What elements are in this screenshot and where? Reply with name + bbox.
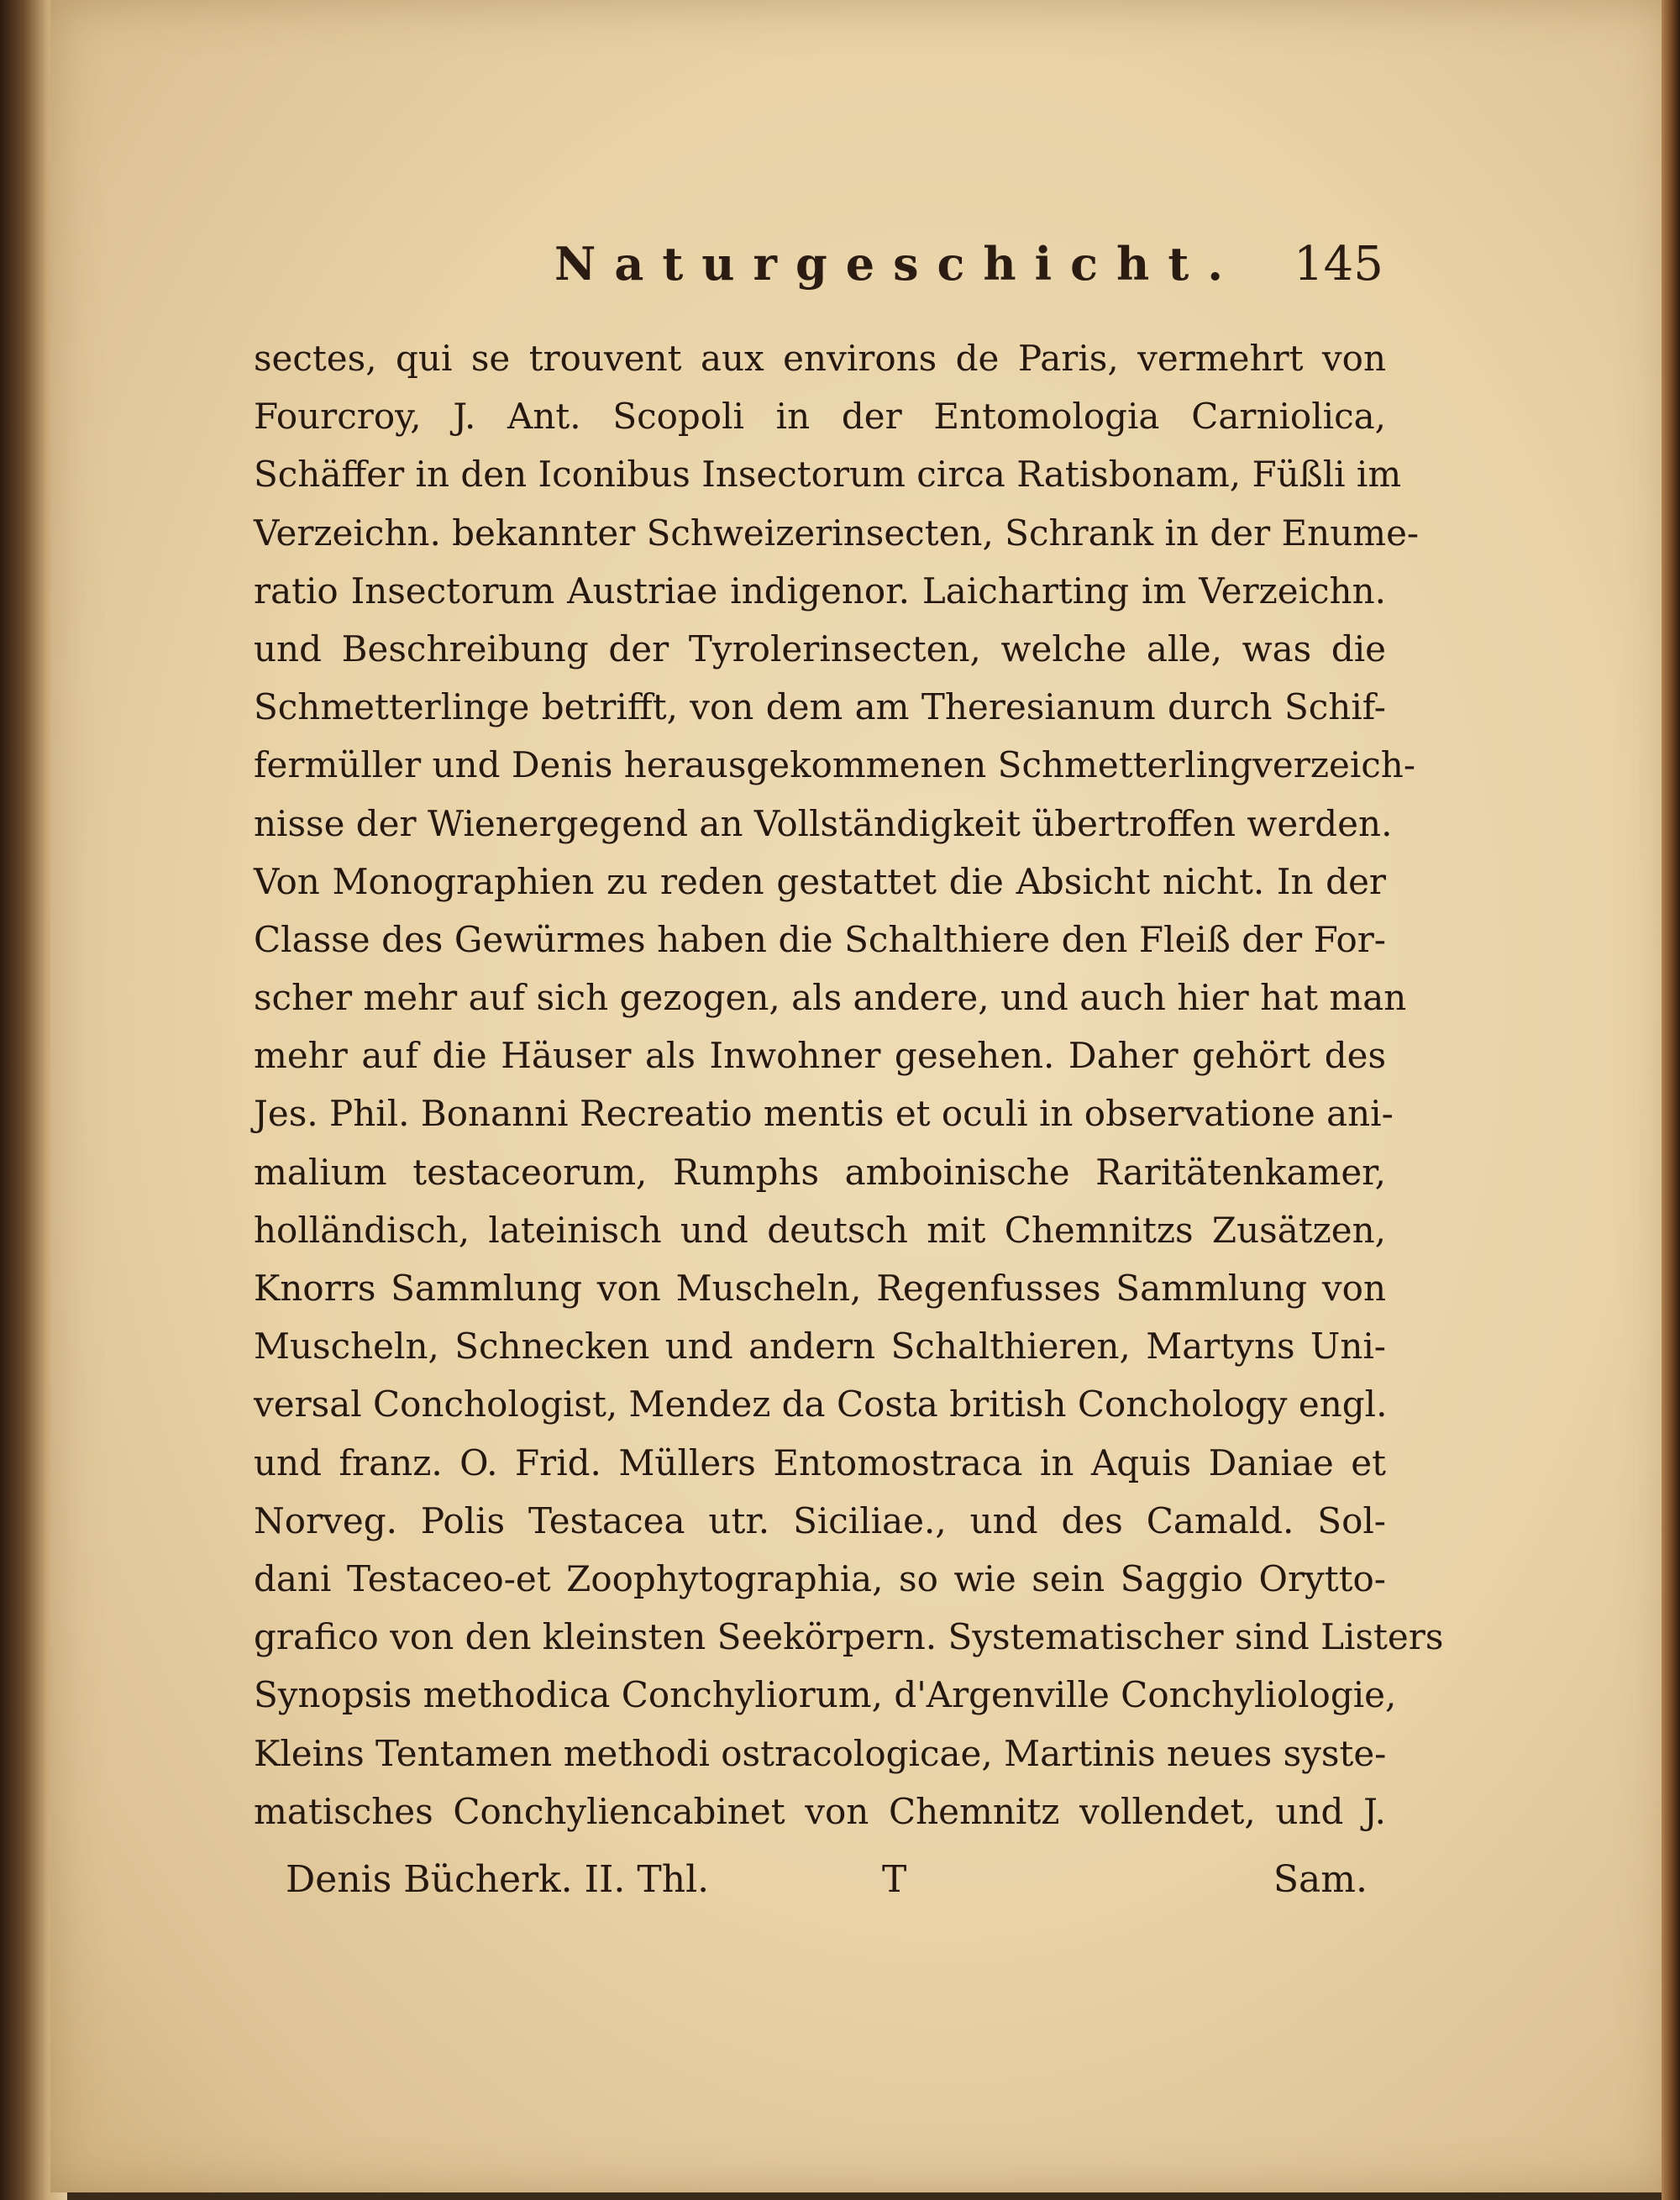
text-line: Norveg. Polis Testacea utr. Siciliae., und des Camald. Sol-	[254, 1499, 1386, 1541]
text-line: Schmetterlinge betrifft, von dem am Theresianum durch Schif-	[254, 686, 1386, 728]
text-line: Jes. Phil. Bonanni Recreatio mentis et oculi in observatione ani-	[254, 1093, 1394, 1135]
body-text	[254, 329, 1444, 1840]
text-line: Von Monographien zu reden gestattet die Absicht nicht. In der	[254, 860, 1386, 902]
text-line: Synopsis methodica Conchyliorum, d'Argenville Conchyliologie,	[254, 1674, 1397, 1716]
text-line: matisches Conchyliencabinet von Chemnitz vollendet, und J.	[254, 1790, 1386, 1832]
text-line: fermüller und Denis herausgekommenen Schmetterlingverzeich-	[254, 744, 1416, 786]
text-line: versal Conchologist, Mendez da Costa british Conchology engl.	[254, 1384, 1388, 1426]
text-line: Fourcroy, J. Ant. Scopoli in der Entomologia Carniolica,	[254, 396, 1386, 438]
text-line: grafico von den kleinsten Seekörpern. Systematischer sind Listers	[254, 1616, 1444, 1658]
text-line: ratio Insectorum Austriae indigenor. Laicharting im Verzeichn.	[254, 570, 1386, 612]
running-title: Naturgeschicht.	[554, 237, 1242, 291]
text-line: Muscheln, Schnecken und andern Schalthieren, Martyns Uni-	[254, 1326, 1386, 1368]
text-line: dani Testaceo-et Zoophytographia, so wie sein Saggio Orytto-	[254, 1557, 1386, 1599]
page-footer	[286, 1858, 1378, 1917]
text-line: und franz. O. Frid. Müllers Entomostraca in Aquis Daniae et	[254, 1441, 1386, 1483]
text-line: Classe des Gewürmes haben die Schalthiere den Fleiß der For-	[254, 918, 1386, 960]
text-line: nisse der Wienergegend an Vollständigkeit übertroffen werden.	[254, 802, 1393, 844]
sheet-mark: T	[882, 1858, 907, 1901]
signature-line: Denis Bücherk. II. Thl.	[286, 1858, 710, 1901]
text-line: scher mehr auf sich gezogen, als andere, und auch hier hat man	[254, 977, 1407, 1019]
text-line: Knorrs Sammlung von Muscheln, Regenfusses Sammlung von	[254, 1268, 1386, 1309]
text-line: sectes, qui se trouvent aux environs de Paris, vermehrt von	[254, 338, 1386, 379]
text-line: holländisch, lateinisch und deutsch mit Chemnitzs Zusätzen,	[254, 1209, 1386, 1251]
text-line: malium testaceorum, Rumphs amboinische Raritätenkamer,	[254, 1151, 1386, 1193]
text-line: und Beschreibung der Tyrolerinsecten, welche alle, was die	[254, 627, 1386, 669]
page-header	[554, 237, 1394, 304]
text-line: mehr auf die Häuser als Inwohner gesehen. Daher gehört des	[254, 1035, 1386, 1077]
text-line: Kleins Tentamen methodi ostracologicae, Martinis neues syste-	[254, 1732, 1387, 1774]
page-number: 145	[1294, 237, 1383, 291]
text-line: Schäffer in den Iconibus Insectorum circa Ratisbonam, Füßli im	[254, 454, 1402, 496]
text-line: Verzeichn. bekannter Schweizerinsecten, Schrank in der Enume-	[254, 512, 1420, 554]
page-right-edge	[1662, 0, 1680, 2200]
catchword: Sam.	[1273, 1858, 1368, 1901]
